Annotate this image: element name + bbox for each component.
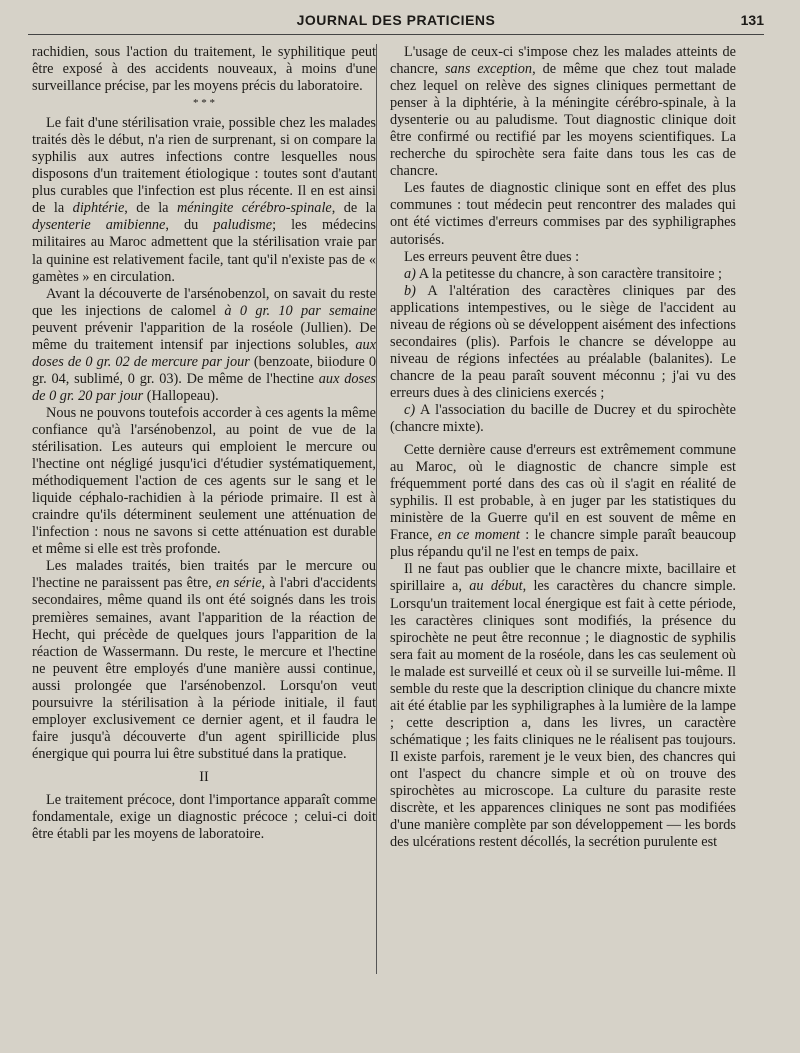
list-item: b) A l'altération des caractères cliniques par des applications intempestives, ou le siège de l'accident au niveau de régions où se développent aisément des infections secondaires (plis). Parfois le chancre se développe au niveau de régions infectées au préalable (balanites). Le chancre de la peau paraît souvent méconnu ; j'ai vu des erreurs dues à des cliniciens exercés ; bbox=[390, 282, 736, 401]
paragraph: Les malades traités, bien traités par le mercure ou l'hectine ne paraissent pas être, en série, à l'abri d'accidents secondaires, même quand ils ont été soignés dans les trois premières semaines, avant l'apparition de la réaction de Hecht, qui précède de quelques jours l'apparition de la réaction de Wassermann. Du reste, le mercure et l'hectine ne peuvent être employés d'une manière aussi continue, aussi prolongée que l'arsénobenzol. Lorsqu'on veut poursuivre la stérilisation à la période initiale, il faut employer exclusivement ce dernier agent, et il faudra le faire jusqu'à découverte d'un agent spirillicide plus énergique qui pourra lui être substitué dans la pratique. bbox=[32, 558, 377, 762]
paragraph: L'usage de ceux-ci s'impose chez les malades atteints de chancre, sans exception, de même que chez tout malade chez lequel on relève des signes cliniques permettant de penser à la diphtérie, à la méningite cérébro-spinale, à la dysenterie ou au paludisme. Tout diagnostic clinique doit être confirmé ou rectifié par les moyens scientifiques. La recherche du spirochète sera faite dans tous les cas de chancre. bbox=[390, 44, 736, 180]
list-item: a) A la petitesse du chancre, à son caractère transitoire ; bbox=[404, 265, 722, 282]
page-header bbox=[28, 10, 764, 35]
paragraph: Les erreurs peuvent être dues : bbox=[404, 248, 580, 265]
paragraph: Le traitement précoce, dont l'importance apparaît comme fondamentale, exige un diagnostic précoce ; celui-ci doit être établi par les moyens de laboratoire. bbox=[32, 791, 376, 843]
column-divider bbox=[376, 44, 377, 974]
list-item: c) A l'association du bacille de Ducrey et du spirochète (chancre mixte). bbox=[390, 401, 736, 436]
section-heading: II bbox=[199, 768, 209, 785]
left-column bbox=[32, 44, 376, 843]
right-column bbox=[390, 44, 736, 851]
paragraph: Nous ne pouvons toutefois accorder à ces agents la même confiance qu'à l'arsénobenzol, au point de vue de la stérilisation. Les auteurs qui emploient le mercure ou l'hectine ont négligé jusqu'ici d'étudier systématiquement, méthodiquement l'action de ces agents sur le sang et le liquide céphalo-rachidien à la période primaire. Il est à craindre qu'ils déterminent seulement une atténuation de l'infection : nous ne savons si cette atténuation est durable et même si elle est très profonde. bbox=[32, 404, 376, 558]
journal-title: JOURNAL DES PRATICIENS bbox=[296, 12, 496, 28]
paragraph: Avant la découverte de l'arsénobenzol, on savait du reste que les injections de calomel à 0 gr. 10 par semaine peuvent prévenir l'apparition de la roséole (Jullien). De même du traitement intensif par injections solubles, aux doses de 0 gr. 02 de mercure par jour (benzoate, biiodure 0 gr. 04, sublimé, 0 gr. 03). De même de l'hectine aux doses de 0 gr. 20 par jour (Hallopeau). bbox=[32, 285, 376, 404]
paragraph: Les fautes de diagnostic clinique sont en effet des plus communes : tout médecin peut rencontrer des malades qui ont été victimes d'erreurs commises par des syphiligraphes autorisés. bbox=[390, 180, 736, 248]
page-number: 131 bbox=[740, 12, 764, 28]
paragraph: rachidien, sous l'action du traitement, le syphilitique peut être exposé à des accidents nouveaux, à moins d'une surveillance précise, par les moyens précis du laboratoire. bbox=[32, 44, 376, 95]
paragraph: Cette dernière cause d'erreurs est extrêmement commune au Maroc, où le diagnostic de chancre simple est fréquemment porté dans des cas où il s'agit en réalité de syphilis. Il est probable, à en juger par les statistiques du ministère de la Guerre qu'il en est souvent de même en France, en ce moment : le chancre simple paraît beaucoup plus répandu qu'il ne l'est en temps de paix. bbox=[390, 442, 736, 561]
section-stars: * * * bbox=[193, 97, 215, 110]
paragraph: Il ne faut pas oublier que le chancre mixte, bacillaire et spirillaire a, au début, les caractères du chancre simple. Lorsqu'un traitement local énergique est fait à cette période, les caractères cliniques sont modifiés, la présence du spirochète ne peut être reconnue ; le diagnostic de syphilis sera fait au moment de la roséole, dans les cas seulement où le malade est surveillé et ceux où il se surveille lui-même. Il semble du reste que la description clinique du chancre mixte ait été établie par les syphiligraphes à la lumière de la lampe ; cette description a, dans les livres, un caractère schématique ; les faits cliniques ne le réalisent pas toujours. Il existe parfois, rarement je le veux bien, des chancres qui ont l'aspect du chancre simple et où on trouve des spirochètes au microscope. La culture du parasite reste discrète, et les apparences cliniques ne sont pas modifiées d'une manière complète par son développement — les bords des ulcérations restent décollés, la secrétion purulente est bbox=[390, 561, 736, 851]
paragraph: Le fait d'une stérilisation vraie, possible chez les malades traités dès le début, n'a rien de surprenant, si on compare la syphilis aux autres infections contre lesquelles nous disposons d'un traitement étiologique : toutes sont d'autant plus curables que l'infection est plus récente. Il en est ainsi de la diphtérie, de la méningite cérébro-spinale, de la dysenterie amibienne, du paludisme; les médecins militaires au Maroc admettent que la stérilisation vraie par la quinine est relativement facile, tant qu'il n'existe pas de « gamètes » en circulation. bbox=[32, 115, 376, 285]
